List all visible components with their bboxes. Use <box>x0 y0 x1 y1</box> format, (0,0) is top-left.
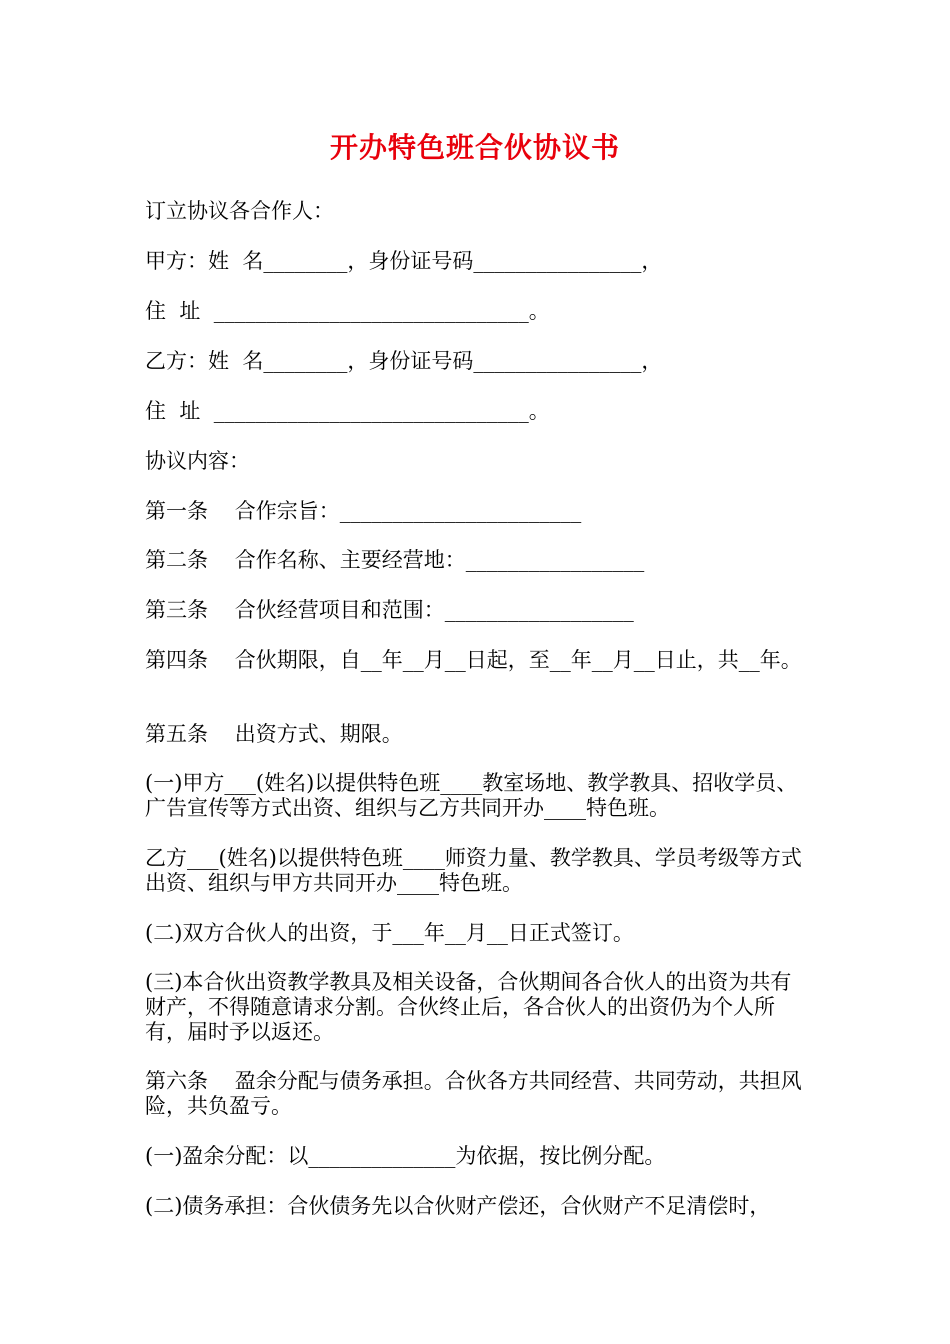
paragraph-article-5-item-2: (二)双方合伙人的出资，于___年__月__日正式签订。 <box>145 921 634 945</box>
paragraph-article-4: 第四条 合伙期限，自__年__月__日起，至__年__月__日止，共__年。 <box>145 648 802 672</box>
paragraph-article-5-party-b: 乙方___(姓名)以提供特色班____师资力量、教学教具、学员考级等方式出资、组织与甲方共同开办____特色班。 <box>145 846 802 895</box>
paragraph-parties-intro: 订立协议各合作人： <box>145 199 334 223</box>
paragraph-article-6-item-1: (一)盈余分配：以______________为依据，按比例分配。 <box>145 1144 666 1168</box>
paragraph-party-b-address: 住 址 ______________________________。 <box>145 399 550 423</box>
paragraph-content-heading: 协议内容： <box>145 449 250 473</box>
paragraph-article-1: 第一条 合作宗旨：_______________________ <box>145 499 582 523</box>
paragraph-party-b-name: 乙方：姓 名________，身份证号码________________， <box>145 349 663 373</box>
document-title: 开办特色班合伙协议书 <box>329 131 620 164</box>
paragraph-article-2: 第二条 合作名称、主要经营地：_________________ <box>145 548 645 572</box>
paragraph-article-5-item-1: (一)甲方___(姓名)以提供特色班____教室场地、教学教具、招收学员、广告宣传等方式出资、组织与乙方共同开办____特色班。 <box>145 771 798 820</box>
paragraph-article-5-item-3: (三)本合伙出资教学教具及相关设备，合伙期间各合伙人的出资为共有财产，不得随意请求分割。合伙终止后，各合伙人的出资仍为个人所有，届时予以返还。 <box>145 970 792 1044</box>
paragraph-article-6-item-2: (二)债务承担：合伙债务先以合伙财产偿还，合伙财产不足清偿时， <box>145 1194 771 1218</box>
paragraph-article-5: 第五条 出资方式、期限。 <box>145 722 403 746</box>
paragraph-article-6: 第六条 盈余分配与债务承担。合伙各方共同经营、共同劳动，共担风险，共负盈亏。 <box>145 1069 802 1118</box>
paragraph-article-3: 第三条 合伙经营项目和范围：__________________ <box>145 598 634 622</box>
paragraph-party-a-address: 住 址 ______________________________。 <box>145 299 550 323</box>
paragraph-party-a-name: 甲方：姓 名________，身份证号码________________， <box>145 249 663 273</box>
